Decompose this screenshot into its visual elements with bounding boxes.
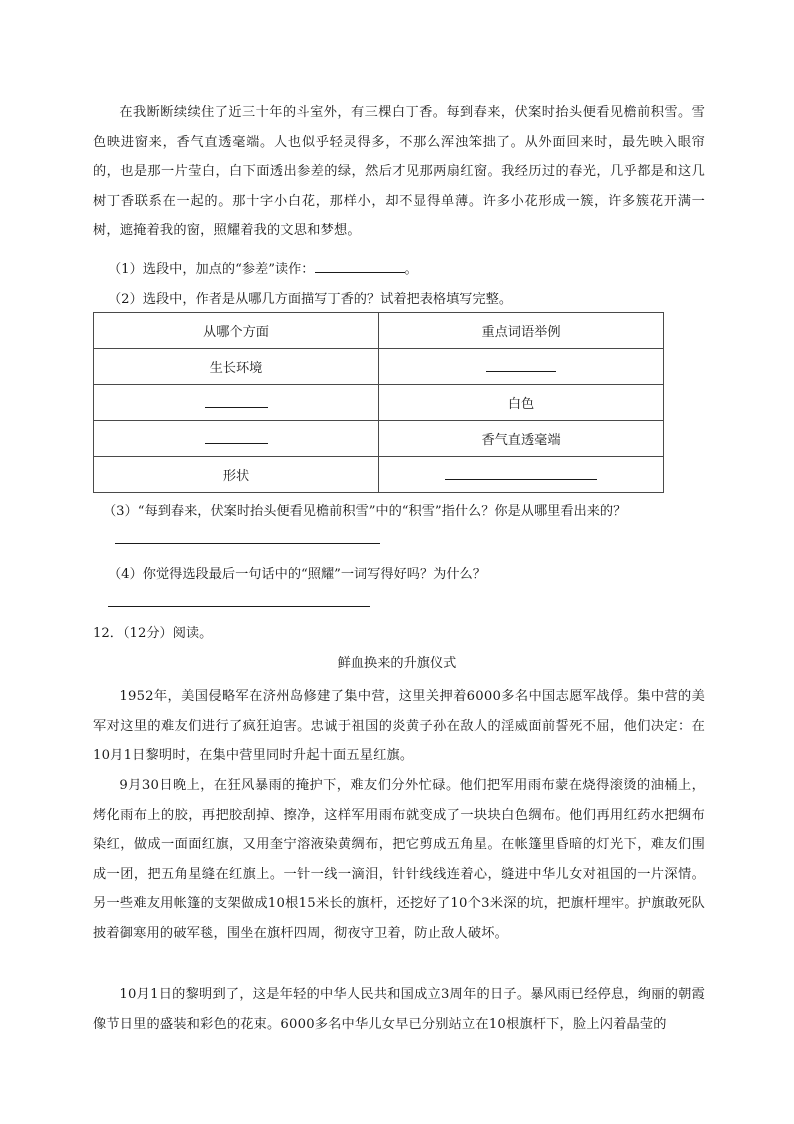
- table-cell-examples: 白色: [379, 385, 664, 421]
- answer-blank-table[interactable]: [205, 393, 268, 408]
- table-row: [94, 349, 664, 385]
- passage-paragraph: 1952年，美国侵略军在济州岛修建了集中营，这里关押着6000多名中国志愿军战俘。集中营的美军对这里的难友们进行了疯狂迫害。忠诚于祖国的炎黄子孙在敌人的淫威面前誓死不屈，他们决定：在10月1日黎明时，在集中营里同时升起十面五星红旗。: [93, 689, 705, 764]
- table-header-row: [94, 313, 664, 349]
- answer-line-4[interactable]: [108, 606, 370, 607]
- question-1-end: 。: [404, 262, 418, 277]
- table-cell-aspect[interactable]: [94, 421, 379, 457]
- passage-lilac: 在我断断续续住了近三十年的斗室外，有三棵白丁香。每到春来，伏案时抬头便看见檐前积雪。雪色映进窗来，香气直透毫端。人也似乎轻灵得多，不那么浑浊笨拙了。从外面回来时，最先映入眼帘的，也是那一片莹白，白下面透出参差的绿，然后才见那两扇红窗。我经历过的春光，几乎都是和这几树丁香联系在一起的。那十字小白花，那样小，却不显得单薄。许多小花形成一簇，许多簇花开满一树，遮掩着我的窗，照耀着我的文思和梦想。: [93, 105, 705, 239]
- table-cell-aspect: 生长环境: [94, 349, 379, 385]
- table-cell-aspect: 形状: [94, 457, 379, 493]
- table-header-examples: 重点词语举例: [379, 313, 664, 349]
- table-row: [94, 421, 664, 457]
- answer-blank-1[interactable]: [315, 258, 405, 273]
- article-title: 鲜血换来的升旗仪式: [337, 656, 457, 671]
- answer-blank-table[interactable]: [486, 357, 556, 372]
- table-cell-examples: 香气直透毫端: [379, 421, 664, 457]
- question-1: [108, 258, 418, 277]
- question-4: （4）你觉得选段最后一句话中的“照耀”一词写得好吗？为什么？: [108, 567, 486, 582]
- question-1-text: （1）选段中，加点的“参差”读作：: [108, 262, 315, 277]
- table-header-aspect: 从哪个方面: [94, 313, 379, 349]
- table-cell-aspect[interactable]: [94, 385, 379, 421]
- table-cell-examples[interactable]: [379, 457, 664, 493]
- question-2: （2）选段中，作者是从哪几方面描写丁香的？试着把表格填写完整。: [108, 292, 513, 307]
- answer-blank-table[interactable]: [205, 429, 268, 444]
- table-cell-examples[interactable]: [379, 349, 664, 385]
- question-3: （3）“每到春来，伏案时抬头便看见檐前积雪”中的“积雪”指什么？你是从哪里看出来的？: [103, 504, 627, 519]
- passage-paragraph: 10月1日的黎明到了，这是年轻的中华人民共和国成立3周年的日子。暴风雨已经停息，绚丽的朝霞像节日里的盛装和彩色的花束。6000多名中华儿女早已分别站立在10根旗杆下，脸上闪着晶莹的: [93, 987, 705, 1032]
- question-12: 12．（12分）阅读。: [93, 626, 213, 641]
- answer-line-3[interactable]: [115, 543, 380, 544]
- table-row: [94, 385, 664, 421]
- table-row: [94, 457, 664, 493]
- passage-paragraph: 9月30日晚上，在狂风暴雨的掩护下，难友们分外忙碌。他们把军用雨布蒙在烧得滚烫的油桶上，烤化雨布上的胶，再把胶刮掉、擦净，这样军用雨布就变成了一块块白色绸布。他们再用红药水把绸布染红，做成一面面红旗，又用奎宁溶液染黄绸布，把它剪成五角星。在帐篷里昏暗的灯光下，难友们围成一团，把五角星缝在红旗上。一针一线一滴泪，针针线线连着心，缝进中华儿女对祖国的一片深情。另一些难友用帐篷的支架做成10根15米长的旗杆，还挖好了10个3米深的坑，把旗杆埋牢。护旗敢死队披着御寒用的破军毯，围坐在旗杆四周，彻夜守卫着，防止敌人破坏。: [93, 778, 705, 941]
- lilac-table: [93, 312, 664, 493]
- answer-blank-table[interactable]: [445, 465, 597, 480]
